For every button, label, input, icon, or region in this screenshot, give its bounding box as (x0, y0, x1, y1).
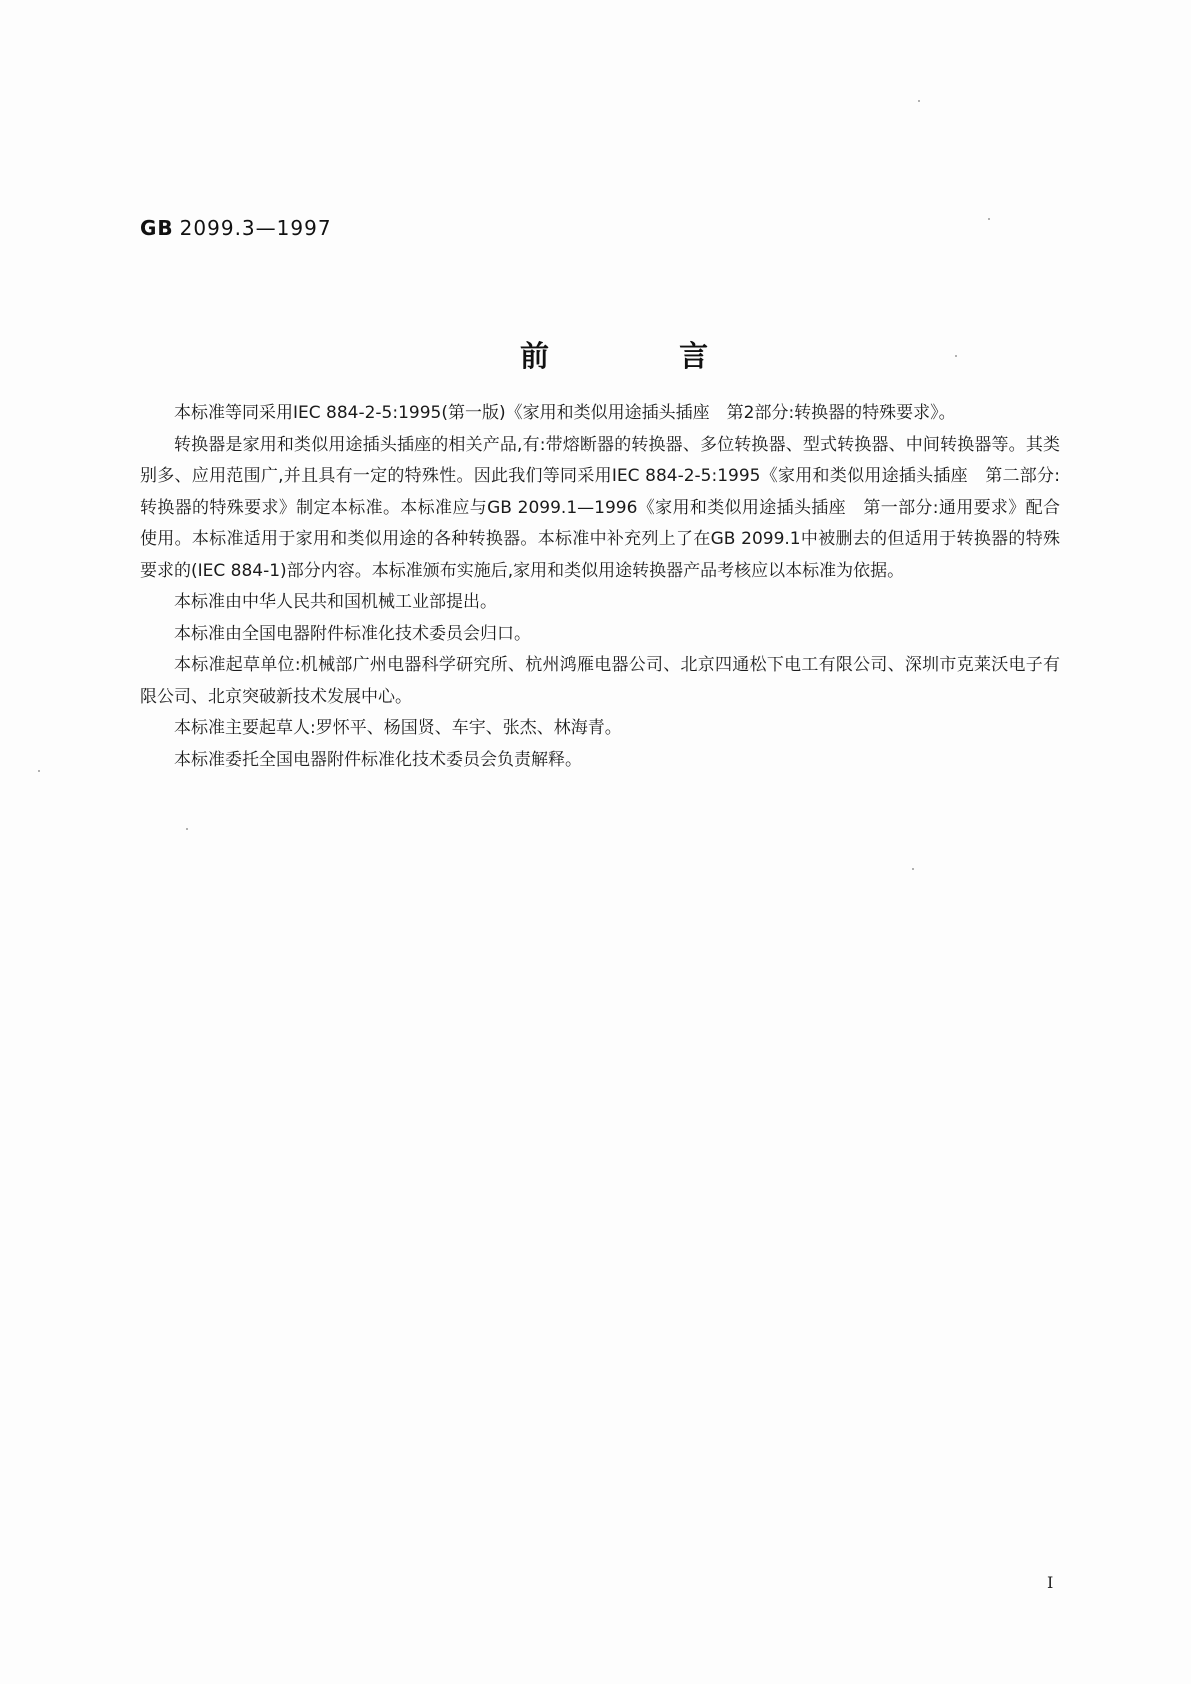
paragraph-jurisdiction: 本标准由全国电器附件标准化技术委员会归口。 (174, 623, 531, 644)
scan-speck (38, 770, 40, 772)
scan-speck (988, 218, 990, 220)
foreword-body (140, 398, 1060, 776)
page-number: I (1047, 1573, 1054, 1592)
paragraph-scope: 转换器是家用和类似用途插头插座的相关产品,有:带熔断器的转换器、多位转换器、型式转换器、中间转换器等。其类别多、应用范围广,并且具有一定的特殊性。因此我们等同采用IEC 884-2-5:1995《家用和类似用途插头插座 第二部分:转换器的特殊要求》制定本标准。本标准应与GB 2099.1—1996《家用和类似用途插头插座 第一部分:通用要求》配合使用。本标准适用于家用和类似用途的各种转换器。本标准中补充列上了在GB 2099.1中被删去的但适用于转换器的特殊要求的(IEC 884-1)部分内容。本标准颁布实施后,家用和类似用途转换器产品考核应以本标准为依据。 (140, 434, 1060, 581)
paragraph-drafting-units: 本标准起草单位:机械部广州电器科学研究所、杭州鸿雁电器公司、北京四通松下电工有限公司、深圳市克莱沃电子有限公司、北京突破新技术发展中心。 (140, 655, 1060, 707)
paragraph-adoption: 本标准等同采用IEC 884-2-5:1995(第一版)《家用和类似用途插头插座 第2部分:转换器的特殊要求》。 (174, 403, 956, 423)
scan-speck (186, 828, 188, 830)
paragraph-drafters: 本标准主要起草人:罗怀平、杨国贤、车宇、张杰、林海青。 (174, 718, 622, 738)
page-title: 前 言 (520, 339, 769, 373)
paragraph-proposer: 本标准由中华人民共和国机械工业部提出。 (174, 592, 497, 612)
standard-prefix: GB (140, 216, 174, 240)
scan-speck (912, 868, 914, 870)
standard-code (140, 216, 332, 240)
paragraph-interpretation: 本标准委托全国电器附件标准化技术委员会负责解释。 (174, 749, 582, 770)
scan-speck (955, 355, 957, 357)
scan-speck (918, 100, 920, 102)
standard-number: 2099.3—1997 (179, 216, 332, 240)
